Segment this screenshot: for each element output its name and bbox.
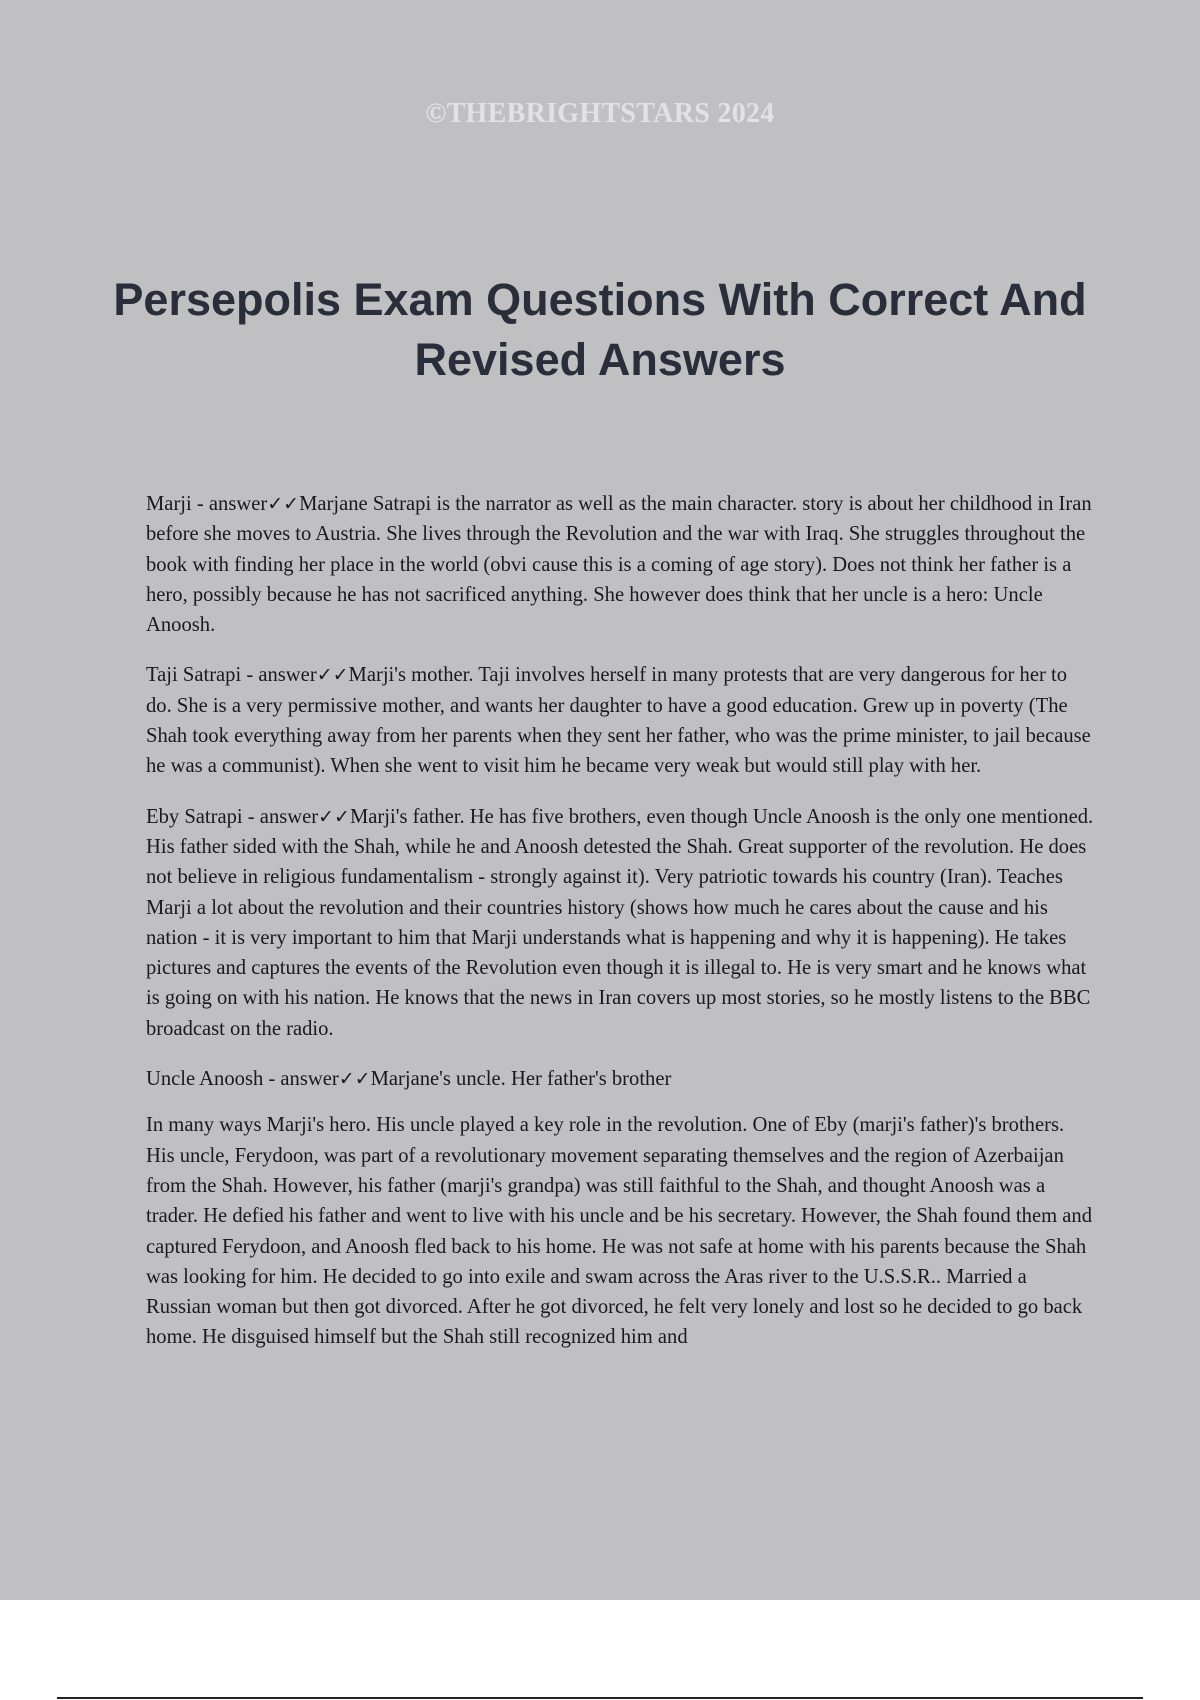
double-check-icon: ✓✓	[267, 493, 300, 515]
double-check-icon: ✓✓	[318, 805, 350, 828]
qa-entry-eby-satrapi	[146, 802, 1096, 1044]
document-body	[146, 489, 1096, 1373]
entry-term: Taji Satrapi - answer	[146, 664, 317, 687]
entry-term: Uncle Anoosh - answer	[146, 1068, 339, 1091]
entry-answer: Marji's mother. Taji involves herself in many protests that are very dangerous for her to do. She is a very permissive mother, and wants her daughter to have a good education. Grew up in poverty (The Shah took everything away from her parents when they sent her father, who was the prime minister, to jail because he was a communist). When she went to visit him he became very weak but would still play with her.	[146, 664, 1091, 778]
footer-divider	[57, 1697, 1143, 1699]
entry-answer: Marji's father. He has five brothers, even though Uncle Anoosh is the only one mentioned. His father sided with the Shah, while he and Anoosh detested the Shah. Great supporter of the revolution. He does not believe in religious fundamentalism - strongly against it). Very patriotic towards his country (Iran). Teaches Marji a lot about the revolution and their countries history (shows how much he cares about the cause and his nation - it is very important to him that Marji understands what is happening and why it is happening). He takes pictures and captures the events of the Revolution even though it is illegal to. He is very smart and he knows what is going on with his nation. He knows that the news in Iran covers up most stories, so he mostly listens to the BBC broadcast on the radio.	[146, 805, 1094, 1040]
double-check-icon: ✓✓	[338, 1068, 371, 1091]
double-check-icon: ✓✓	[316, 664, 349, 687]
qa-entry-taji-satrapi	[146, 660, 1096, 781]
entry-answer: Marjane's uncle. Her father's brother	[370, 1068, 672, 1091]
entry-term: Eby Satrapi - answer	[146, 805, 319, 828]
entry-term: Marji - answer	[146, 493, 268, 515]
qa-entry-uncle-anoosh-continued: In many ways Marji's hero. His uncle played a key role in the revolution. One of Eby (marji's father)'s brothers. His uncle, Ferydoon, was part of a revolutionary movement separating themselves and the region of Azerbaijan from the Shah. However, his father (marji's grandpa) was still faithful to the Shah, and thought Anoosh was a trader. He defied his father and went to live with his uncle and be his secretary. However, the Shah found them and captured Ferydoon, and Anoosh fled back to his home. He was not safe at home with his parents because the Shah was looking for him. He decided to go into exile and swam across the Aras river to the U.S.S.R.. Married a Russian woman but then got divorced. After he got divorced, he felt very lonely and lost so he decided to go back home. He disguised himself but the Shah still recognized him and	[146, 1114, 1092, 1349]
copyright-watermark: ©THEBRIGHTSTARS 2024	[425, 98, 775, 129]
document-title: Persepolis Exam Questions With Correct And Revised Answers	[113, 274, 1087, 385]
qa-entry-marji	[146, 489, 1096, 640]
qa-entry-uncle-anoosh	[146, 1064, 1096, 1094]
entry-answer: Marjane Satrapi is the narrator as well as the main character. story is about her childhood in Iran before she moves to Austria. She lives through the Revolution and the war with Iraq. She struggles throughout the book with finding her place in the world (obvi cause this is a coming of age story). Does not think her father is a hero, possibly because he has not sacrificed anything. She however does think that her uncle is a hero: Uncle Anoosh.	[146, 493, 1092, 637]
